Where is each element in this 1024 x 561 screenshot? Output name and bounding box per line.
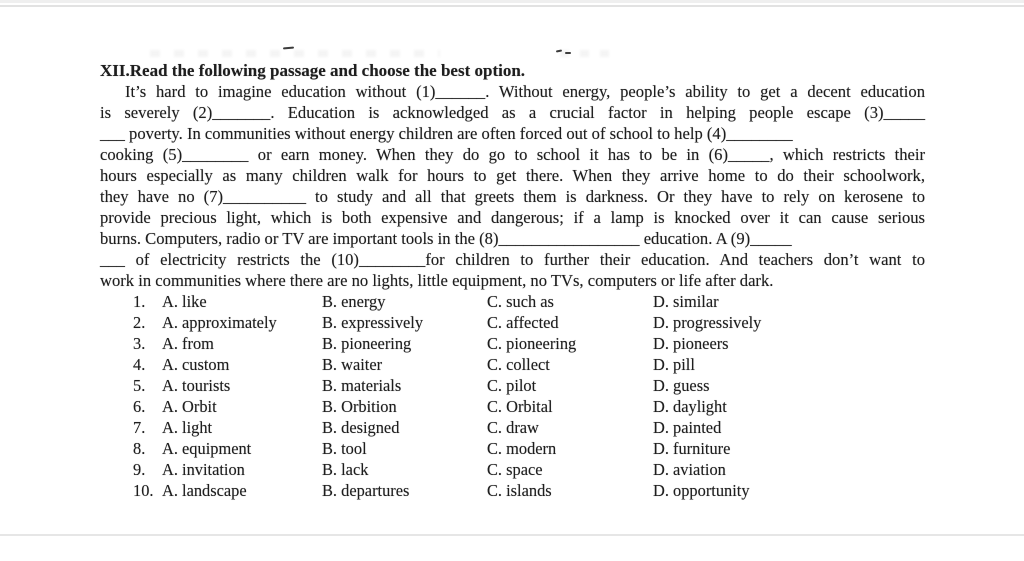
question-number: 4. <box>133 355 146 374</box>
option-c: C. islands <box>487 481 552 500</box>
option-row <box>133 291 925 312</box>
cloze-passage <box>100 81 925 291</box>
option-d: D. progressively <box>653 313 762 332</box>
question-number: 5. <box>133 376 146 395</box>
option-a: A. equipment <box>162 439 252 458</box>
option-b: B. materials <box>322 376 402 395</box>
option-row <box>133 438 925 459</box>
section-heading: XII.Read the following passage and choose the best option. <box>100 61 526 80</box>
question-number: 3. <box>133 334 146 353</box>
option-c: C. Orbital <box>487 397 553 416</box>
option-a: A. custom <box>162 355 230 374</box>
option-a: A. approximately <box>162 313 277 332</box>
passage-line: cooking (5)________ or earn money. When they do go to school it has to be in (6)_____, which restricts their <box>100 145 925 164</box>
option-a: A. from <box>162 334 214 353</box>
option-row <box>133 375 925 396</box>
option-row <box>133 459 925 480</box>
option-a: A. landscape <box>162 481 247 500</box>
option-d: D. furniture <box>653 439 731 458</box>
passage-line: ___ of electricity restricts the (10)________for children to further their education. And teachers don’t want to <box>100 250 925 269</box>
option-a: A. Orbit <box>162 397 217 416</box>
passage-line: burns. Computers, radio or TV are important tools in the (8)_________________ education. A (9)_____ <box>100 229 792 248</box>
option-d: D. guess <box>653 376 710 395</box>
option-d: D. pioneers <box>653 334 729 353</box>
passage-line: hours especially as many children walk for hours to get there. When they arrive home to do their schoolwork, <box>100 166 925 185</box>
option-d: D. aviation <box>653 460 726 479</box>
question-number: 9. <box>133 460 146 479</box>
option-d: D. painted <box>653 418 722 437</box>
option-c: C. affected <box>487 313 559 332</box>
option-d: D. similar <box>653 292 719 311</box>
option-b: B. energy <box>322 292 386 311</box>
question-number: 10. <box>133 481 154 500</box>
option-row <box>133 417 925 438</box>
question-number: 1. <box>133 292 146 311</box>
option-row <box>133 354 925 375</box>
option-c: C. pilot <box>487 376 537 395</box>
options-table <box>133 291 925 501</box>
question-number: 7. <box>133 418 146 437</box>
option-a: A. invitation <box>162 460 245 479</box>
option-a: A. light <box>162 418 213 437</box>
document-content <box>100 60 925 501</box>
option-row <box>133 333 925 354</box>
page-top-band <box>0 0 1024 3</box>
option-b: B. expressively <box>322 313 424 332</box>
page-top-rule <box>0 5 1024 7</box>
option-c: C. modern <box>487 439 557 458</box>
option-c: C. such as <box>487 292 554 311</box>
scan-artifact-bleed <box>560 50 612 57</box>
option-d: D. pill <box>653 355 695 374</box>
option-b: B. waiter <box>322 355 383 374</box>
option-d: D. daylight <box>653 397 727 416</box>
option-a: A. like <box>162 292 207 311</box>
page-bottom-rule <box>0 534 1024 536</box>
option-b: B. Orbition <box>322 397 397 416</box>
option-b: B. tool <box>322 439 367 458</box>
option-d: D. opportunity <box>653 481 750 500</box>
passage-line: provide precious light, which is both expensive and dangerous; if a lamp is knocked over it can cause serious <box>100 208 925 227</box>
option-b: B. departures <box>322 481 410 500</box>
option-c: C. draw <box>487 418 539 437</box>
option-c: C. collect <box>487 355 550 374</box>
question-number: 2. <box>133 313 146 332</box>
option-a: A. tourists <box>162 376 231 395</box>
scan-artifact-bleed <box>150 50 440 57</box>
option-b: B. lack <box>322 460 369 479</box>
option-row <box>133 480 925 501</box>
option-row <box>133 396 925 417</box>
question-number: 8. <box>133 439 146 458</box>
passage-line: is severely (2)_______. Education is acknowledged as a crucial factor in helping people escape (3)_____ <box>100 103 925 122</box>
question-number: 6. <box>133 397 146 416</box>
passage-line: It’s hard to imagine education without (1)______. Without energy, people’s ability to get a decent education <box>125 82 925 101</box>
option-b: B. pioneering <box>322 334 412 353</box>
option-c: C. pioneering <box>487 334 577 353</box>
passage-line: work in communities where there are no lights, little equipment, no TVs, computers or life after dark. <box>100 271 774 290</box>
passage-line: they have no (7)__________ to study and all that greets them is darkness. Or they have to rely on kerosene to <box>100 187 925 206</box>
passage-line: ___ poverty. In communities without energy children are often forced out of school to help (4)________ <box>100 124 793 143</box>
option-b: B. designed <box>322 418 400 437</box>
option-c: C. space <box>487 460 543 479</box>
option-row <box>133 312 925 333</box>
